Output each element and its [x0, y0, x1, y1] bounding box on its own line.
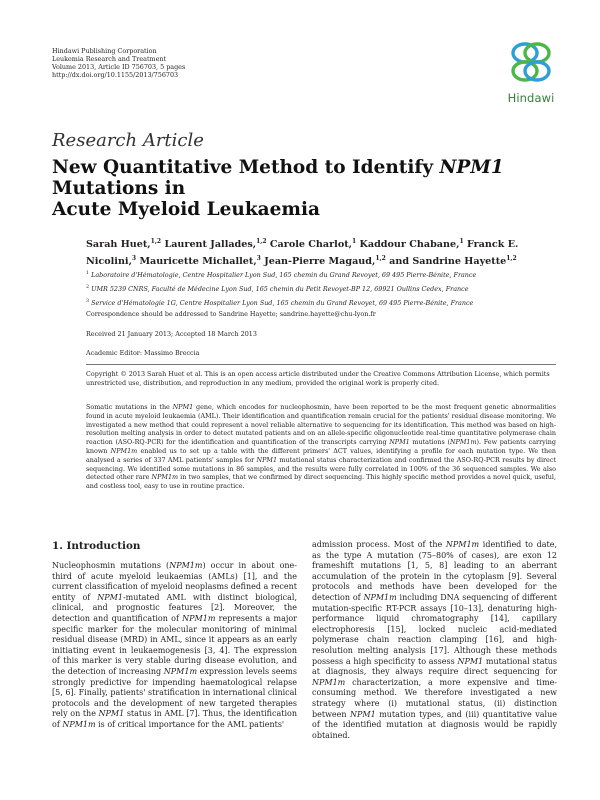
italic-term: NPM1m	[182, 613, 216, 623]
author-name: Jean-Pierre Magaud,	[264, 256, 376, 268]
text-run: expression levels seems strongly predictive for impending haematological relapse [5, 6]. Finally, patients' stratification in international clinical protocols and the development of new targeted therapies rely on the	[52, 666, 297, 719]
text-run: mutational status characterization and confirmed the ASO-RQ-PCR results by direct sequencing. We identified some mutations in 86 samples, and the results were fully correlated in 100% of the 36 sequenced samples. We also detected other rare	[86, 455, 556, 482]
text-run: enabled us to set up a table with the different primers' ΔCT values, identifying a profile for each mutation type. We then analysed a series of 337 AML patients' samples for	[86, 446, 556, 464]
received-dates: Received 21 January 2013; Accepted 18 March 2013	[86, 330, 257, 338]
text-run: gene, which encodes for nucleophosmin, have been reported to be the most frequent genetic abnormalities found in acute myeloid leukaemia (AML). Their identification and quantification remain crucial for the patients' residual disease monitoring. We investigated a new method that could represent a novel reliable alternative to sequencing for its identification. This method was based on high-resolution melting analysis in order to detect mutated patients and on an allele-specific oligonucleotide real-time quantitative polymerase chain reaction (ASO-RQ-PCR) for the identification and quantification of the transcripts carrying	[86, 403, 556, 447]
publisher: Hindawi Publishing Corporation	[52, 47, 157, 55]
italic-term: NPM1m	[363, 592, 397, 602]
copyright-notice: Copyright © 2013 Sarah Huet et al. This is an open access article distributed under the Creative Commons Attribution License, which permits unrestricted use, distribution, and reproduction in any medium, provided the original work is properly cited.	[86, 370, 550, 387]
text-run: admission process. Most of the	[312, 540, 446, 549]
author-name: Laurent Jallades,	[164, 239, 257, 251]
italic-term: NPM1	[389, 438, 410, 447]
academic-editor: Academic Editor: Massimo Breccia	[86, 349, 200, 357]
italic-term: NPM1m	[445, 540, 480, 549]
author-name: Kaddour Chabane,	[359, 239, 460, 251]
italic-term: NPM1	[457, 656, 484, 666]
hindawi-logo-icon	[503, 37, 559, 89]
italic-term: NPM1m	[312, 677, 346, 687]
abstract	[86, 403, 556, 491]
text-run: ) occur in about one-third of acute myeloid leukaemias (AMLs) [1], and the current classification of myeloid neoplasms defined a recent entity of	[52, 561, 297, 602]
italic-term: NPM1m	[449, 438, 477, 447]
text-run: characterization, a more expensive and time-consuming method. We therefore investigated a new strategy where (i) mutational status, (ii) distinction between	[312, 677, 557, 719]
text-run: Nucleophosmin mutations (	[52, 561, 170, 570]
logo-wordmark: Hindawi	[507, 91, 555, 105]
text-run: mutations (	[409, 438, 450, 447]
intro-column-left	[52, 561, 297, 731]
title-text-end: Mutations in	[52, 178, 186, 199]
italic-term: NPM1	[172, 403, 194, 411]
title-text: New Quantitative Method to Identify	[52, 157, 440, 178]
doi-link[interactable]: http://dx.doi.org/10.1155/2013/756703	[52, 71, 179, 80]
affiliation	[86, 268, 556, 282]
intro-column-right	[312, 540, 557, 741]
affiliation-number: 2	[86, 284, 90, 290]
text-run: status in AML [7]. Thus, the identification of	[52, 709, 297, 729]
author-affiliation-mark: 1,2	[506, 255, 517, 263]
italic-term: NPM1	[97, 592, 123, 602]
author-name: Mauricette Michallet,	[139, 256, 257, 268]
affiliation-text: UMR 5239 CNRS, Faculté de Médecine Lyon Sud, 165 chemin du Petit Revoyet-BP 12, 69921 Oullins Cedex, France	[89, 285, 469, 294]
text-run: Somatic mutations in the	[86, 403, 173, 411]
text-run: ). Few patients carrying known	[86, 438, 556, 455]
section-heading: 1. Introduction	[52, 540, 141, 552]
affiliation-number: 3	[86, 298, 90, 304]
text-run: -mutated AML with distinct biological, clinical, and prognostic features [2]. Moreover, the detection and quantification of	[52, 592, 298, 623]
author-name: Carole Charlot,	[269, 239, 352, 251]
hindawi-logo	[503, 37, 559, 107]
text-run: represents a major specific marker for the molecular monitoring of minimal residual disease (MRD) in AML, since it appears as an early initiating event in leukaemogenesis [3, 4]. The expression of this marker is very stable during disease evolution, and the detection of increasing	[52, 613, 297, 676]
affiliation-text: Service d'Hématologie 1G, Centre Hospitalier Lyon Sud, 165 chemin du Grand Revoyet, 69 495 Pierre-Bénite, France	[89, 298, 474, 307]
author-affiliation-mark: 1,2	[150, 238, 162, 245]
affiliation-number: 1	[86, 271, 90, 276]
title-gene: NPM1	[439, 157, 504, 178]
affiliation	[86, 296, 556, 310]
text-run: is of critical importance for the AML patients'	[95, 719, 285, 729]
text-run: in two samples, that we confirmed by direct sequencing. This highly specific method provides a novel quick, useful, and costless tool, easy to use in routine practice.	[86, 473, 556, 491]
journal-name: Leukemia Research and Treatment	[52, 55, 167, 64]
divider	[86, 364, 556, 365]
italic-term: NPM1	[350, 709, 376, 719]
italic-term: NPM1	[98, 709, 125, 719]
author-name: Sarah Huet,	[86, 239, 151, 251]
affiliation	[86, 282, 556, 296]
author-affiliation-mark: 1,2	[256, 238, 267, 245]
title-line-2: Acute Myeloid Leukaemia	[52, 199, 320, 220]
author-affiliation-mark: 1,2	[375, 255, 386, 263]
italic-term: NPM1m	[110, 446, 138, 455]
correspondence: Correspondence should be addressed to Sandrine Hayette; sandrine.hayette@chu-lyon.fr	[86, 310, 376, 318]
italic-term: NPM1m	[163, 666, 198, 676]
author-name: Franck E. Nicolini,	[86, 239, 519, 268]
affiliations	[86, 268, 556, 310]
text-run: including DNA sequencing of different mutation-specific RT-PCR assays [10–13], denaturing high-performance liquid chromatography [14], capillary electrophoresis [15], locked nucleic acid-mediated polymerase chain reaction clamping [16], and high-resolution melting analysis [17]. Although these methods possess a high specificity to assess	[312, 592, 558, 666]
author-affiliation-mark: 1	[459, 238, 464, 245]
text-run: mutation types, and (iii) quantitative value of the identified mutation at diagnosis would be rapidly obtained.	[312, 709, 557, 740]
text-run: mutational status at diagnosis, they always require direct sequencing for	[312, 656, 557, 677]
volume-info: Volume 2013, Article ID 756703, 5 pages	[52, 63, 186, 72]
text-run: identified to date, as the type A mutation (75–80% of cases), are exon 12 frameshift mutations [1, 5, 8] leading to an aberrant accumulation of the protein in the cytoplasm [9]. Several protocols and methods have been developed for the detection of	[312, 540, 557, 602]
article-type: Research Article	[52, 130, 204, 151]
author-name: and Sandrine Hayette	[389, 256, 507, 268]
author-list	[86, 235, 566, 269]
author-affiliation-mark: 3	[256, 255, 261, 263]
italic-term: NPM1	[256, 455, 278, 464]
author-affiliation-mark: 3	[131, 255, 137, 263]
italic-term: NPM1m	[169, 561, 203, 570]
affiliation-text: Laboratoire d'Hématologie, Centre Hospitalier Lyon Sud, 165 chemin du Grand Revoyet, 69 495 Pierre-Bénite, France	[89, 271, 477, 280]
journal-header	[52, 47, 185, 79]
paper-title	[52, 157, 522, 220]
author-affiliation-mark: 1	[352, 238, 357, 245]
italic-term: NPM1m	[62, 719, 96, 729]
italic-term: NPM1m	[151, 473, 179, 482]
